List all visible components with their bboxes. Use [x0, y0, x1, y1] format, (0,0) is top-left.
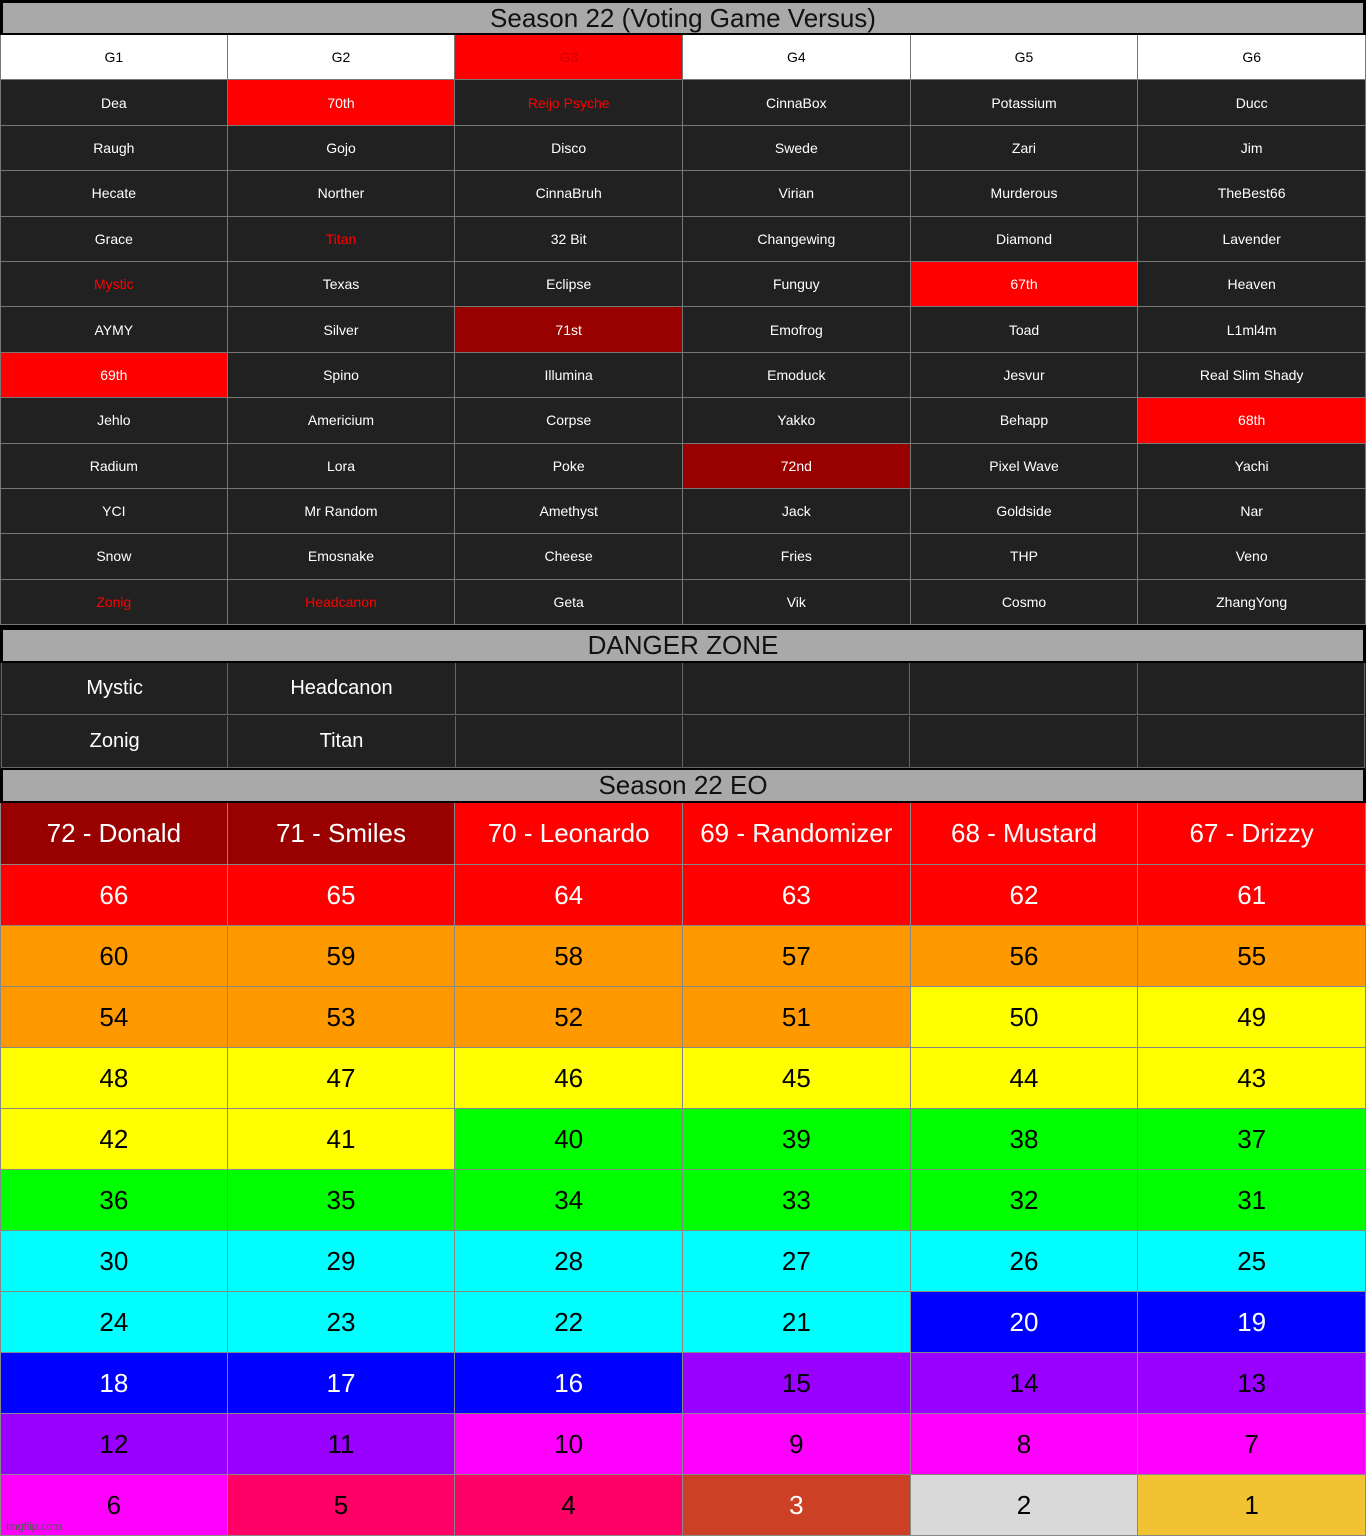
placement-cell: 69th [0, 353, 228, 398]
eo-placement-cell: 40 [455, 1109, 683, 1170]
eo-placement-cell: 10 [455, 1414, 683, 1475]
eo-placement-cell: 3 [683, 1475, 911, 1536]
eo-placement-cell: 2 [911, 1475, 1139, 1536]
eo-placement-cell: 4 [455, 1475, 683, 1536]
danger-cell [1138, 663, 1365, 715]
eo-placement-cell: 13 [1138, 1353, 1366, 1414]
contestant-cell: TheBest66 [1138, 171, 1366, 216]
eo-placement-cell: 52 [455, 987, 683, 1048]
eo-header-cell: 70 - Leonardo [455, 803, 683, 865]
eo-placement-cell: 43 [1138, 1048, 1366, 1109]
group-header: G5 [911, 35, 1139, 80]
eo-placement-cell: 1 [1138, 1475, 1366, 1536]
contestant-cell: Emoduck [683, 353, 911, 398]
eo-placement-cell: 11 [228, 1414, 456, 1475]
contestant-cell: Spino [228, 353, 456, 398]
eo-placement-cell: 6 [0, 1475, 228, 1536]
eo-placement-cell: 49 [1138, 987, 1366, 1048]
eo-placement-cell: 35 [228, 1170, 456, 1231]
eo-placement-cell: 63 [683, 865, 911, 926]
eo-placement-cell: 62 [911, 865, 1139, 926]
contestant-cell: Disco [455, 126, 683, 171]
placement-cell: 72nd [683, 444, 911, 489]
placement-cell: 71st [455, 307, 683, 352]
placement-cell: 70th [228, 80, 456, 125]
placement-cell: 67th [911, 262, 1139, 307]
contestant-cell: YCI [0, 489, 228, 534]
contestant-cell: Norther [228, 171, 456, 216]
eo-placement-cell: 9 [683, 1414, 911, 1475]
eo-placement-cell: 33 [683, 1170, 911, 1231]
eo-header-cell: 71 - Smiles [228, 803, 456, 865]
contestant-cell: Diamond [911, 217, 1139, 262]
contestant-cell: Lora [228, 444, 456, 489]
eo-placement-cell: 36 [0, 1170, 228, 1231]
contestant-cell: Poke [455, 444, 683, 489]
danger-zone-grid [0, 663, 1366, 769]
contestant-cell: Geta [455, 580, 683, 625]
danger-cell: Mystic [1, 663, 228, 715]
contestant-cell: Jim [1138, 126, 1366, 171]
contestant-cell: Ducc [1138, 80, 1366, 125]
eo-grid [0, 803, 1366, 1536]
eo-placement-cell: 31 [1138, 1170, 1366, 1231]
eo-placement-cell: 14 [911, 1353, 1139, 1414]
eo-placement-cell: 16 [455, 1353, 683, 1414]
eo-placement-cell: 24 [0, 1292, 228, 1353]
eo-placement-cell: 23 [228, 1292, 456, 1353]
contestant-cell: Cheese [455, 534, 683, 579]
contestant-cell: Lavender [1138, 217, 1366, 262]
contestant-cell: Americium [228, 398, 456, 443]
contestant-cell: L1ml4m [1138, 307, 1366, 352]
eo-header-cell: 72 - Donald [0, 803, 228, 865]
eo-placement-cell: 46 [455, 1048, 683, 1109]
contestant-cell: Illumina [455, 353, 683, 398]
eo-placement-cell: 5 [228, 1475, 456, 1536]
contestant-cell-danger: Zonig [0, 580, 228, 625]
group-header: G2 [228, 35, 456, 80]
contestant-cell: 32 Bit [455, 217, 683, 262]
contestant-cell: Real Slim Shady [1138, 353, 1366, 398]
contestant-cell: Fries [683, 534, 911, 579]
contestant-cell: Cosmo [911, 580, 1139, 625]
eo-placement-cell: 34 [455, 1170, 683, 1231]
eo-placement-cell: 57 [683, 926, 911, 987]
contestant-cell: Veno [1138, 534, 1366, 579]
eo-placement-cell: 7 [1138, 1414, 1366, 1475]
danger-cell [456, 663, 683, 715]
contestant-cell-danger: Reijo Psyche [455, 80, 683, 125]
contestant-cell: Corpse [455, 398, 683, 443]
eo-placement-cell: 19 [1138, 1292, 1366, 1353]
eo-placement-cell: 55 [1138, 926, 1366, 987]
danger-zone-title: DANGER ZONE [1, 628, 1365, 663]
watermark: imgflip.com [6, 1521, 62, 1533]
danger-cell: Titan [228, 716, 455, 768]
eo-placement-cell: 51 [683, 987, 911, 1048]
contestant-cell: Goldside [911, 489, 1139, 534]
eo-placement-cell: 50 [911, 987, 1139, 1048]
contestant-cell: Pixel Wave [911, 444, 1139, 489]
group-header: G1 [0, 35, 228, 80]
danger-cell [910, 716, 1137, 768]
eo-placement-cell: 27 [683, 1231, 911, 1292]
contestant-cell: Gojo [228, 126, 456, 171]
versus-title: Season 22 (Voting Game Versus) [1, 1, 1365, 35]
versus-grid [0, 35, 1366, 625]
contestant-cell-danger: Titan [228, 217, 456, 262]
eo-header-cell: 67 - Drizzy [1138, 803, 1366, 865]
danger-cell [910, 663, 1137, 715]
contestant-cell: Changewing [683, 217, 911, 262]
contestant-cell: Hecate [0, 171, 228, 216]
danger-cell [1138, 716, 1365, 768]
eo-placement-cell: 61 [1138, 865, 1366, 926]
contestant-cell: Raugh [0, 126, 228, 171]
eo-placement-cell: 12 [0, 1414, 228, 1475]
contestant-cell: Yachi [1138, 444, 1366, 489]
eo-placement-cell: 22 [455, 1292, 683, 1353]
contestant-cell: Murderous [911, 171, 1139, 216]
eo-placement-cell: 26 [911, 1231, 1139, 1292]
eo-placement-cell: 37 [1138, 1109, 1366, 1170]
eo-placement-cell: 17 [228, 1353, 456, 1414]
eo-placement-cell: 18 [0, 1353, 228, 1414]
contestant-cell: AYMY [0, 307, 228, 352]
eo-placement-cell: 30 [0, 1231, 228, 1292]
contestant-cell: Zari [911, 126, 1139, 171]
contestant-cell: Radium [0, 444, 228, 489]
eo-placement-cell: 53 [228, 987, 456, 1048]
contestant-cell: Potassium [911, 80, 1139, 125]
eo-placement-cell: 42 [0, 1109, 228, 1170]
group-header: G6 [1138, 35, 1366, 80]
eo-placement-cell: 60 [0, 926, 228, 987]
eo-placement-cell: 64 [455, 865, 683, 926]
eo-placement-cell: 47 [228, 1048, 456, 1109]
eo-placement-cell: 44 [911, 1048, 1139, 1109]
group-header: G4 [683, 35, 911, 80]
contestant-cell: Virian [683, 171, 911, 216]
eo-placement-cell: 25 [1138, 1231, 1366, 1292]
danger-cell: Zonig [1, 716, 228, 768]
contestant-cell: Dea [0, 80, 228, 125]
eo-header-cell: 69 - Randomizer [683, 803, 911, 865]
contestant-cell: Snow [0, 534, 228, 579]
eo-placement-cell: 20 [911, 1292, 1139, 1353]
contestant-cell: Mr Random [228, 489, 456, 534]
contestant-cell: Amethyst [455, 489, 683, 534]
contestant-cell: Grace [0, 217, 228, 262]
eo-placement-cell: 21 [683, 1292, 911, 1353]
contestant-cell-danger: Mystic [0, 262, 228, 307]
eo-placement-cell: 29 [228, 1231, 456, 1292]
contestant-cell: Jesvur [911, 353, 1139, 398]
eo-placement-cell: 41 [228, 1109, 456, 1170]
eo-placement-cell: 15 [683, 1353, 911, 1414]
eo-placement-cell: 28 [455, 1231, 683, 1292]
contestant-cell: Jack [683, 489, 911, 534]
eo-placement-cell: 58 [455, 926, 683, 987]
contestant-cell: Texas [228, 262, 456, 307]
contestant-cell: Nar [1138, 489, 1366, 534]
danger-cell [683, 716, 910, 768]
contestant-cell: Yakko [683, 398, 911, 443]
contestant-cell: THP [911, 534, 1139, 579]
contestant-cell: CinnaBruh [455, 171, 683, 216]
contestant-cell: Emofrog [683, 307, 911, 352]
danger-cell [683, 663, 910, 715]
contestant-cell: Toad [911, 307, 1139, 352]
contestant-cell: Funguy [683, 262, 911, 307]
contestant-cell: Behapp [911, 398, 1139, 443]
contestant-cell: Emosnake [228, 534, 456, 579]
eo-placement-cell: 59 [228, 926, 456, 987]
eo-placement-cell: 45 [683, 1048, 911, 1109]
eo-title: Season 22 EO [1, 768, 1365, 803]
danger-cell [456, 716, 683, 768]
eo-placement-cell: 38 [911, 1109, 1139, 1170]
contestant-cell: Swede [683, 126, 911, 171]
contestant-cell-danger: Headcanon [228, 580, 456, 625]
contestant-cell: Heaven [1138, 262, 1366, 307]
eo-placement-cell: 8 [911, 1414, 1139, 1475]
contestant-cell: CinnaBox [683, 80, 911, 125]
contestant-cell: Jehlo [0, 398, 228, 443]
danger-cell: Headcanon [228, 663, 455, 715]
eo-placement-cell: 48 [0, 1048, 228, 1109]
contestant-cell: ZhangYong [1138, 580, 1366, 625]
eo-placement-cell: 54 [0, 987, 228, 1048]
contestant-cell: Silver [228, 307, 456, 352]
eo-placement-cell: 56 [911, 926, 1139, 987]
eo-placement-cell: 32 [911, 1170, 1139, 1231]
eo-placement-cell: 65 [228, 865, 456, 926]
eo-header-cell: 68 - Mustard [911, 803, 1139, 865]
contestant-cell: Eclipse [455, 262, 683, 307]
eo-placement-cell: 66 [0, 865, 228, 926]
contestant-cell: Vik [683, 580, 911, 625]
eo-placement-cell: 39 [683, 1109, 911, 1170]
group-header-eliminated: G3 [455, 35, 683, 80]
placement-cell: 68th [1138, 398, 1366, 443]
